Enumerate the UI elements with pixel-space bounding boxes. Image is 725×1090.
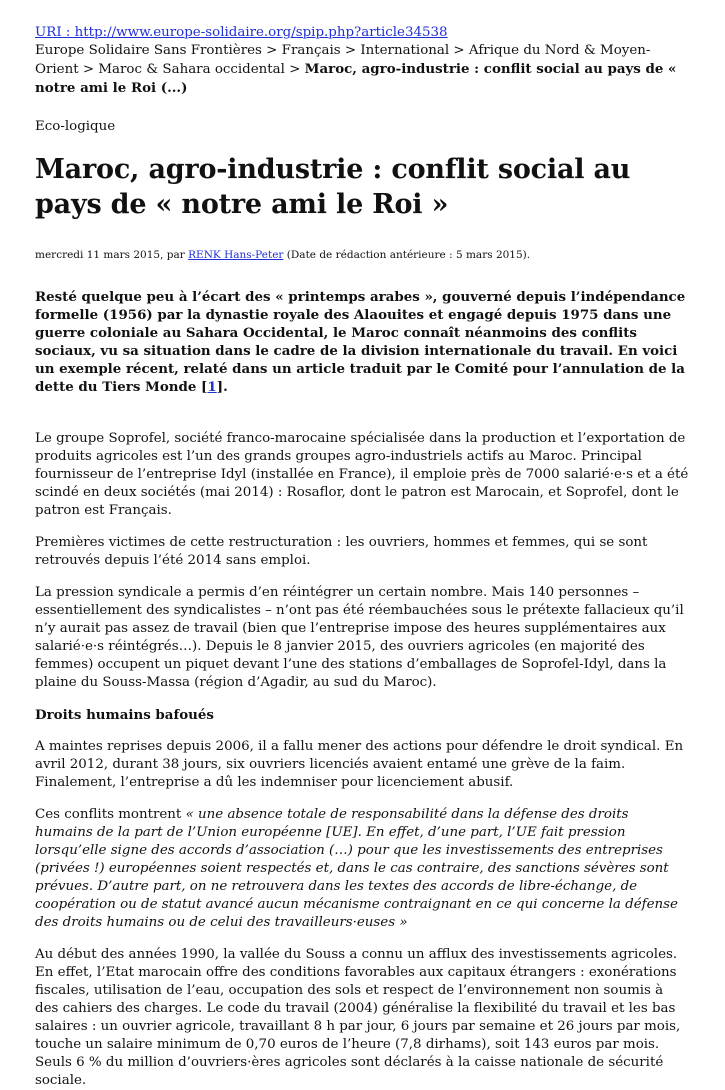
- section-heading: Droits humains bafoués: [35, 707, 214, 723]
- article-title: Maroc, agro-industrie : conflit social au pays de « notre ami le Roi »: [35, 154, 631, 220]
- article-meta: [35, 248, 690, 262]
- author-link[interactable]: RENK Hans-Peter: [188, 249, 284, 261]
- breadcrumb-separator: >: [261, 43, 282, 58]
- article-date: mercredi 11 mars 2015, par: [35, 249, 189, 261]
- breadcrumb-current: Maroc, agro-industrie : conflit social au pays de « notre ami le Roi (...): [35, 61, 677, 96]
- paragraph: La pression syndicale a permis d’en réintégrer un certain nombre. Mais 140 personnes – essentiellement des syndicalistes – n’ont pas été réembauchées sous le prétexte fallacieux qu’il n’y aurait pas assez de travail (bien que l’entreprise impose des heures supplémentaires aux salarié·e·s réintégrés…). Depuis le 8 janvier 2015, des ouvriers agricoles (en majorité des femmes) occupent un piquet devant l’une des stations d’emballages de Soprofel-Idyl, dans la plaine du Souss-Massa (région d’Agadir, au sud du Maroc).: [35, 585, 684, 690]
- breadcrumb-separator: >: [340, 43, 361, 58]
- breadcrumb-item[interactable]: Europe Solidaire Sans Frontières: [35, 43, 262, 58]
- breadcrumb-item[interactable]: Afrique du Nord & Moyen-Orient: [35, 43, 651, 77]
- article-rubric: Eco-logique: [35, 119, 116, 134]
- breadcrumb: [35, 42, 690, 98]
- lead-text-end: ].: [216, 379, 228, 395]
- breadcrumb-separator: >: [78, 62, 99, 77]
- quote-paragraph: [35, 806, 690, 932]
- paragraph: Le groupe Soprofel, société franco-marocaine spécialisée dans la production et l’exportation de produits agricoles est l’un des grands groupes agro-industriels actifs au Maroc. Principal fournisseur de l’entreprise Idyl (installée en France), il emploie près de 7000 salarié·e·s et a été scindé en deux sociétés (mai 2014) : Rosaflor, dont le patron est Marocain, et Soprofel, dont le patron est Français.: [35, 431, 689, 518]
- article-uri-link[interactable]: URI : http://www.europe-solidaire.org/spip.php?article34538: [35, 25, 448, 40]
- footnote-ref-link[interactable]: 1: [207, 379, 217, 395]
- paragraph: Au début des années 1990, la vallée du Souss a connu un afflux des investissements agricoles. En effet, l’Etat marocain offre des conditions favorables aux capitaux étrangers : exonérations fiscales, utilisation de l’eau, occupation des sols et respect de l’environnement non soumis à des cahiers des charges. Le code du travail (2004) généralise la flexibilité du travail et les bas salaires : un ouvrier agricole, travaillant 8 h par jour, 6 jours par semaine et 26 jours par mois, touche un salaire minimum de 0,70 euros de l’heure (7,8 dirhams), soit 143 euros par mois. Seuls 6 % du million d’ouvriers·ères agricoles sont déclarés à la caisse nationale de sécurité sociale.: [35, 947, 681, 1088]
- lead-text: Resté quelque peu à l’écart des « printemps arabes », gouverné depuis l’indépendance formelle (1956) par la dynastie royale des Alaouites et engagé depuis 1975 dans une guerre coloniale au Sahara Occidental, le Maroc connaît néanmoins des conflits sociaux, vu sa situation dans le cadre de la division internationale du travail. En voici un exemple récent, relaté dans un article traduit par le Comité pour l’annulation de la dette du Tiers Monde [: [35, 289, 686, 395]
- article-lead: [35, 288, 690, 396]
- breadcrumb-item[interactable]: International: [360, 43, 450, 58]
- paragraph: Premières victimes de cette restructuration : les ouvriers, hommes et femmes, qui se sont retrouvés depuis l’été 2014 sans emploi.: [35, 535, 648, 568]
- article-date-redaction: (Date de rédaction antérieure : 5 mars 2015).: [283, 249, 531, 261]
- breadcrumb-item[interactable]: Maroc & Sahara occidental: [98, 62, 285, 77]
- paragraph: A maintes reprises depuis 2006, il a fallu mener des actions pour défendre le droit syndical. En avril 2012, durant 38 jours, six ouvriers licenciés avaient entamé une grève de la faim. Finalement, l’entreprise a dû les indemniser pour licenciement abusif.: [35, 739, 684, 790]
- breadcrumb-separator: >: [284, 62, 305, 77]
- quote-intro: Ces conflits montrent: [35, 807, 186, 822]
- quote-text: « une absence totale de responsabilité dans la défense des droits humains de la part de l’Union européenne [UE]. En effet, d’une part, l’UE fait pression lorsqu’elle signe des accords d’association (…) pour que les investissements des entreprises (privées !) européennes soient respectés et, dans le cas contraire, des sanctions sévères sont prévues. D’autre part, on ne retrouvera dans les textes des accords de libre-échange, de coopération ou de statut avancé aucun mécanisme contraignant en ce qui concerne la défense des droits humains ou de celui des travailleurs·euses »: [35, 807, 678, 930]
- breadcrumb-item[interactable]: Français: [281, 43, 341, 58]
- breadcrumb-separator: >: [449, 43, 469, 58]
